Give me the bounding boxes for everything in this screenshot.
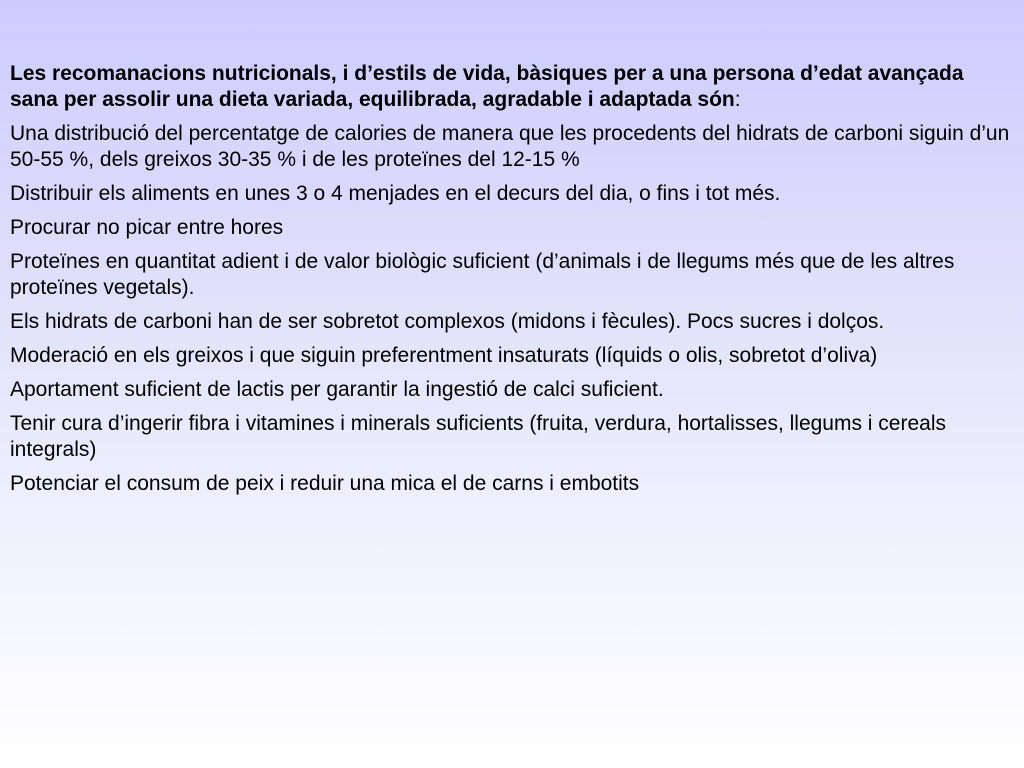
recommendation-item: Procurar no picar entre hores	[10, 216, 284, 239]
recommendation-item: Una distribució del percentatge de calories de manera que les procedents del hidrats de carboni siguin d’un 50-55 %, dels greixos 30-35 % i de les proteïnes del 12-15 %	[10, 122, 1010, 171]
recommendation-item: Distribuir els aliments en unes 3 o 4 menjades en el decurs del dia, o fins i tot més.	[10, 182, 781, 205]
recommendation-item: Potenciar el consum de peix i reduir una mica el de carns i embotits	[10, 472, 640, 495]
intro-suffix: :	[734, 88, 741, 111]
slide-content	[10, 61, 1010, 505]
intro-bold-text: Les recomanacions nutricionals, i d’estils de vida, bàsiques per a una persona d’edat avançada sana per assolir una dieta variada, equilibrada, agradable i adaptada són	[10, 62, 964, 111]
recommendation-item: Aportament suficient de lactis per garantir la ingestió de calci suficient.	[10, 378, 664, 401]
recommendation-item: Proteïnes en quantitat adient i de valor biològic suficient (d’animals i de llegums més que de les altres proteïnes vegetals).	[10, 250, 955, 299]
intro-paragraph	[10, 61, 1010, 113]
recommendation-item: Tenir cura d’ingerir fibra i vitamines i minerals suficients (fruita, verdura, hortalisses, llegums i cereals integrals)	[10, 412, 947, 461]
recommendation-item: Moderació en els greixos i que siguin preferentment insaturats (líquids o olis, sobretot d’oliva)	[10, 344, 878, 367]
recommendation-item: Els hidrats de carboni han de ser sobretot complexos (midons i fècules). Pocs sucres i dolços.	[10, 310, 885, 333]
